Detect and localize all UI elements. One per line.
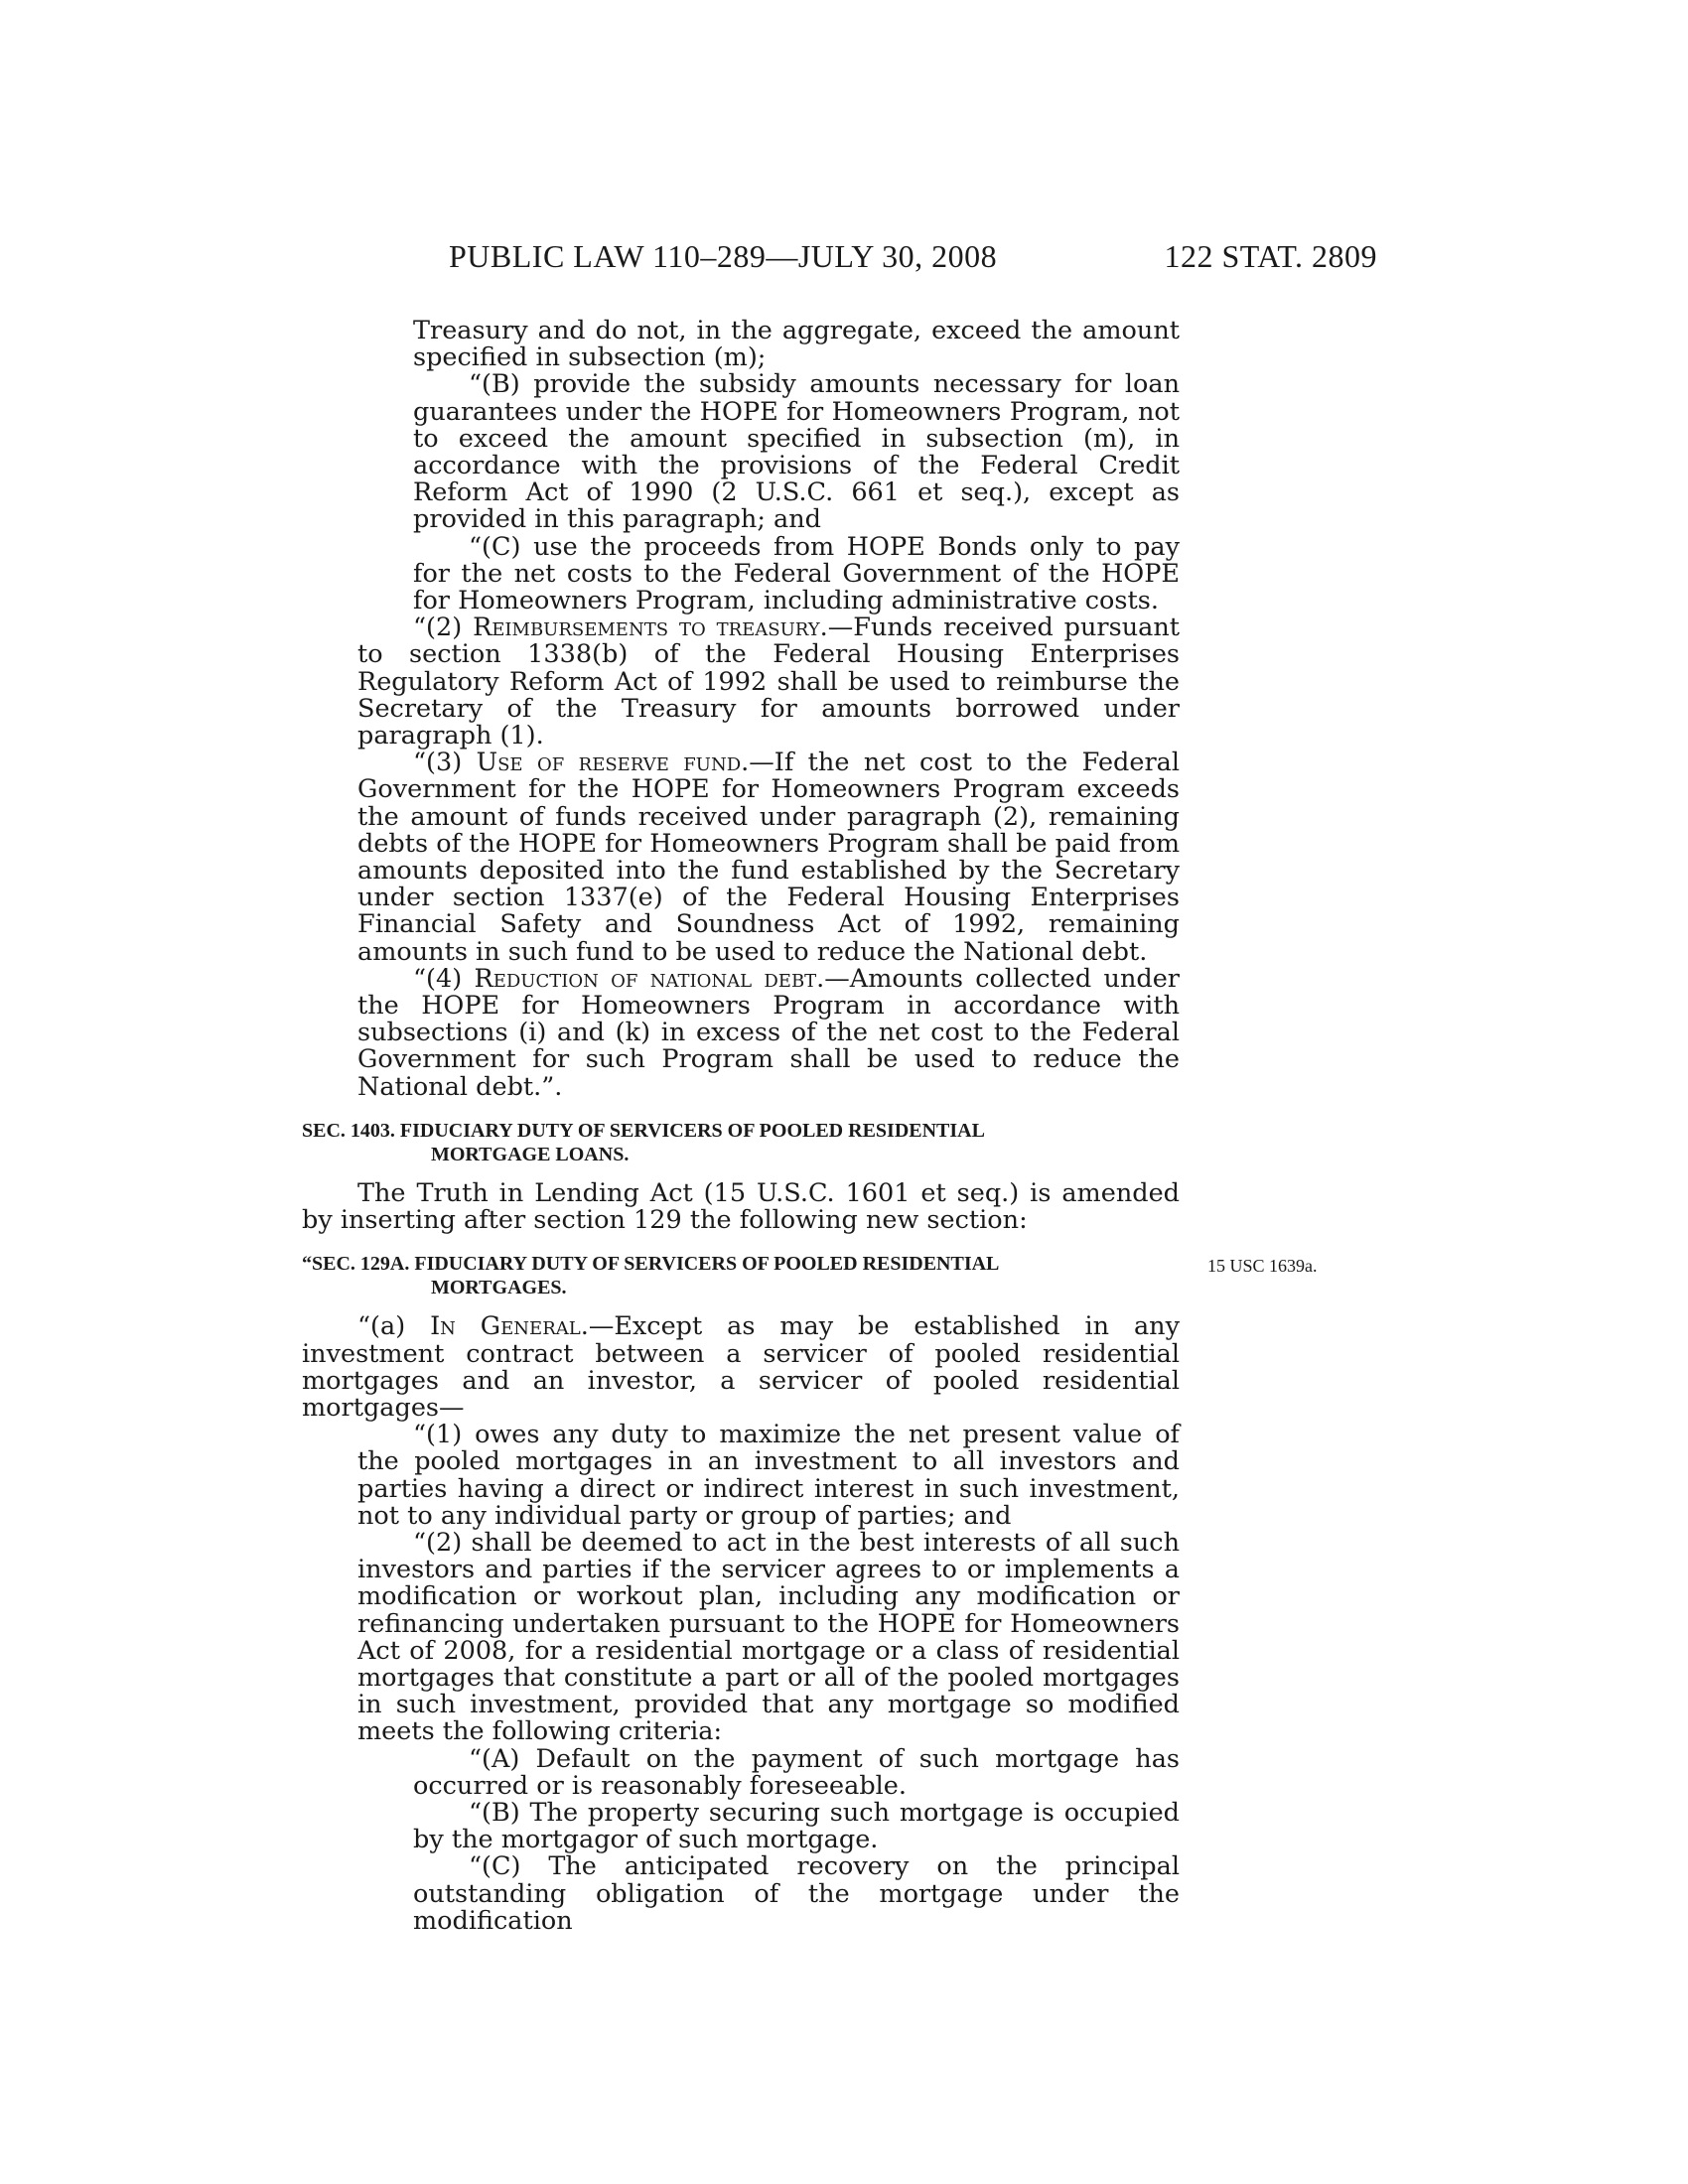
- section-129a-heading: [302, 1252, 1318, 1299]
- paragraph-text: —Funds received pursuant to section 1338(b) of the Federal Housing Enterprises Regulatory Reform Act of 1992 shall be used to reimburse the Secretary of the Treasury for amounts borrowed under paragraph (1).: [357, 613, 1180, 751]
- paragraph-heading: Reimbursements to treasury.: [473, 613, 828, 643]
- document-body: [302, 316, 1318, 1936]
- item-A: “(A) Default on the payment of such mortgage has occurred or is reasonably foreseeable.: [413, 1743, 1180, 1801]
- item-1: “(1) owes any duty to maximize the net present value of the pooled mortgages in an investment to all investors and parties having a direct or indirect interest in such investment, not to any individual party or group of parties; and: [357, 1420, 1180, 1531]
- paragraph-number: “(4): [413, 963, 463, 994]
- paragraph-number: “(3): [413, 748, 463, 778]
- paragraph-heading: Use of reserve fund.: [476, 748, 750, 778]
- item-B: “(B) The property securing such mortgage is occupied by the mortgagor of such mortgage.: [413, 1797, 1180, 1855]
- paragraph-text: —Amounts collected under the HOPE for Homeowners Program in accordance with subsections (i) and (k) in excess of the net cost to the Federal Government for such Program shall be used to reduce the National debt.”.: [357, 963, 1180, 1102]
- section-heading-continuation: MORTGAGES.: [431, 1277, 567, 1299]
- paragraph-2-reimbursements: [357, 614, 1180, 750]
- subsection-a: [302, 1313, 1180, 1422]
- statute-page-number: 122 STAT. 2809: [1164, 238, 1377, 274]
- item-C: “(C) The anticipated recovery on the principal outstanding obligation of the mortgage under the modification: [413, 1851, 1180, 1936]
- section-heading-continuation: MORTGAGE LOANS.: [431, 1143, 630, 1165]
- running-head-title: PUBLIC LAW 110–289—JULY 30, 2008: [449, 238, 998, 274]
- paragraph-heading: Reduction of national debt.: [474, 963, 825, 994]
- paragraph-B: “(B) provide the subsidy amounts necessary for loan guarantees under the HOPE for Homeowners Program, not to exceed the amount specified in subsection (m), in accordance with the provisions of the Federal Credit Reform Act of 1990 (2 U.S.C. 661 et seq.), except as provided in this paragraph; and: [413, 369, 1180, 535]
- section-1403-heading: [302, 1119, 1180, 1166]
- usc-margin-citation: 15 USC 1639a.: [1207, 1256, 1318, 1277]
- section-1403-text: The Truth in Lending Act (15 U.S.C. 1601 et seq.) is amended by inserting after section 129 the following new section:: [302, 1177, 1180, 1236]
- paragraph-3-reserve-fund: [357, 750, 1180, 966]
- subsection-number: “(a): [357, 1311, 406, 1342]
- paragraph-1-continuation: Treasury and do not, in the aggregate, exceed the amount specified in subsection (m);: [413, 316, 1180, 373]
- paragraph-C: “(C) use the proceeds from HOPE Bonds only to pay for the net costs to the Federal Government of the HOPE for Homeowners Program, including administrative costs.: [413, 531, 1180, 616]
- paragraph-number: “(2): [413, 613, 463, 643]
- section-heading-line: SEC. 1403. FIDUCIARY DUTY OF SERVICERS OF POOLED RESIDENTIAL: [302, 1119, 985, 1142]
- section-heading-line: “SEC. 129A. FIDUCIARY DUTY OF SERVICERS OF POOLED RESIDENTIAL: [302, 1253, 1000, 1276]
- item-2: “(2) shall be deemed to act in the best interests of all such investors and parties if the servicer agrees to or implements a modification or workout plan, including any modification or refinancing undertaken pursuant to the HOPE for Homeowners Act of 2008, for a residential mortgage or a class of residential mortgages that constitute a part or all of the pooled mortgages in such investment, provided that any mortgage so modified meets the following criteria:: [357, 1527, 1180, 1747]
- page-header: [449, 238, 1377, 278]
- paragraph-text: —If the net cost to the Federal Government for the HOPE for Homeowners Program exceeds the amount of funds received under paragraph (2), remaining debts of the HOPE for Homeowners Program shall be paid from amounts deposited into the fund established by the Secretary under section 1337(e) of the Federal Housing Enterprises Financial Safety and Soundness Act of 1992, remaining amounts in such fund to be used to reduce the National debt.: [357, 748, 1181, 967]
- paragraph-4-national-debt: [357, 963, 1180, 1102]
- subsection-heading: In General.: [430, 1311, 589, 1342]
- subsection-text: —Except as may be established in any investment contract between a servicer of pooled residential mortgages and an investor, a servicer of pooled residential mortgages—: [302, 1311, 1180, 1423]
